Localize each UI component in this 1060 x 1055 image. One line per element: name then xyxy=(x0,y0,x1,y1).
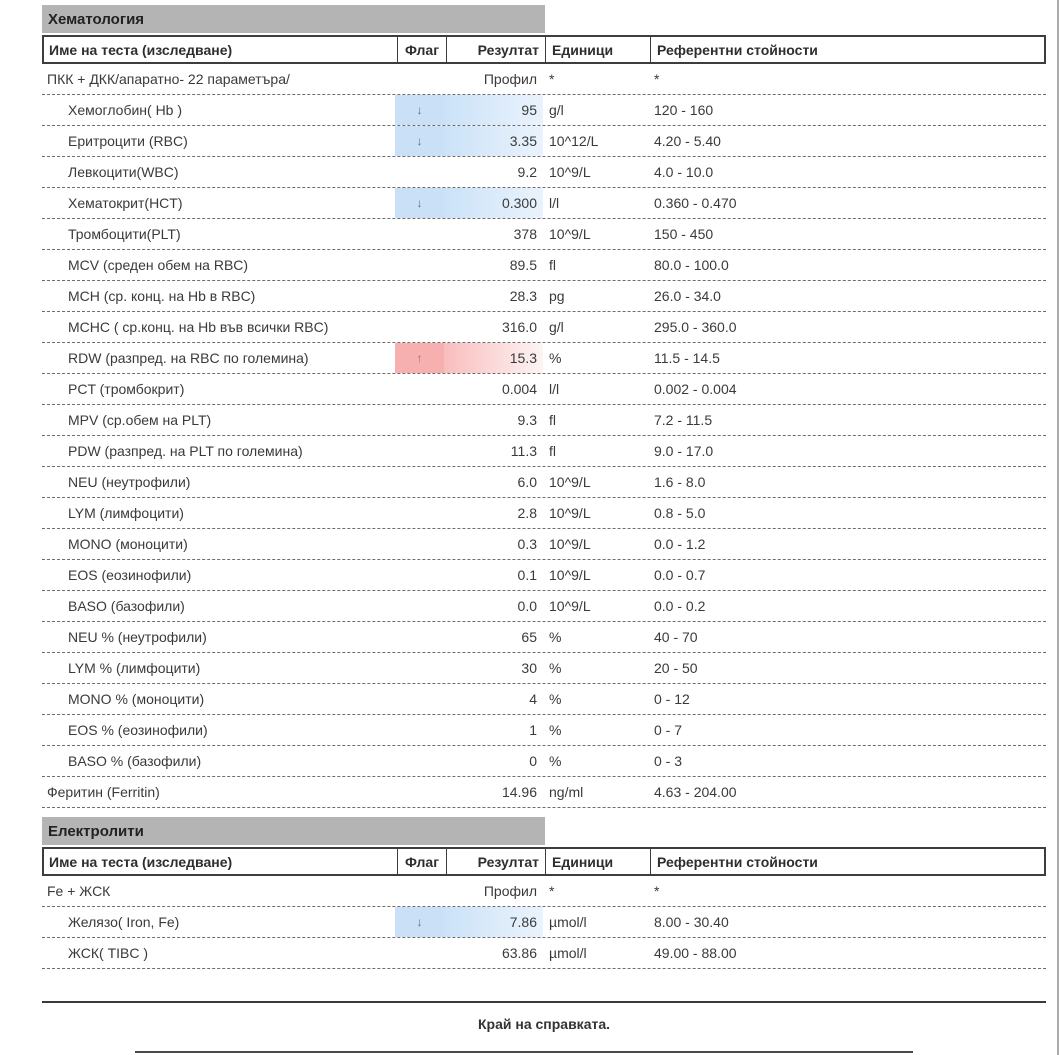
test-name-cell: RDW (разпред. на RBC по големина) xyxy=(68,350,309,366)
column-header-result: Резултат xyxy=(446,37,545,62)
flag-cell xyxy=(395,157,444,187)
report-end-divider xyxy=(42,1001,1046,1003)
units-cell: % xyxy=(549,629,562,645)
flag-cell xyxy=(395,498,444,528)
section-rows xyxy=(42,64,1046,808)
result-cell: 0.300 xyxy=(444,188,543,218)
units-cell: % xyxy=(549,722,562,738)
table-row xyxy=(42,467,1046,498)
arrow-down-icon: ↓ xyxy=(416,103,423,117)
arrow-down-icon: ↓ xyxy=(416,196,423,210)
flag-cell xyxy=(395,684,444,714)
result-cell: 0 xyxy=(529,753,537,769)
result-cell: 65 xyxy=(521,629,537,645)
section-title: Хематология xyxy=(48,10,145,28)
result-cell: 0.1 xyxy=(517,567,537,583)
next-page-edge-line xyxy=(135,1051,913,1053)
table-row xyxy=(42,715,1046,746)
column-header-test-name: Име на теста (изследване) xyxy=(49,853,233,870)
units-cell: 10^9/L xyxy=(549,567,591,583)
test-name-cell: EOS (еозинофили) xyxy=(68,567,192,583)
result-cell: 0.3 xyxy=(517,536,537,552)
reference-cell: 9.0 - 17.0 xyxy=(654,443,714,459)
reference-cell: 150 - 450 xyxy=(654,226,714,242)
units-cell: ng/ml xyxy=(549,784,584,800)
reference-cell: 7.2 - 11.5 xyxy=(654,412,713,428)
table-row xyxy=(42,684,1046,715)
reference-cell: 0.002 - 0.004 xyxy=(654,381,737,397)
flag-cell xyxy=(395,250,444,280)
result-cell: 3.35 xyxy=(444,126,543,156)
report-footer-text: Край на справката. xyxy=(477,1016,611,1032)
arrow-down-icon: ↓ xyxy=(416,134,423,148)
table-row xyxy=(42,436,1046,467)
page-edge-line xyxy=(1057,0,1059,1055)
test-name-cell: Еритроцити (RBC) xyxy=(68,133,188,149)
units-cell: g/l xyxy=(549,102,564,118)
test-name-cell: Fe + ЖСК xyxy=(47,883,111,899)
result-cell: 14.96 xyxy=(501,784,537,800)
report-content xyxy=(42,5,1046,1032)
result-cell: 4 xyxy=(529,691,537,707)
flag-cell xyxy=(395,622,444,652)
test-name-cell: MCHC ( ср.конц. на Hb във всички RBC) xyxy=(68,319,329,335)
result-cell: 316.0 xyxy=(501,319,537,335)
reference-cell: 4.20 - 5.40 xyxy=(654,133,721,149)
flag-cell xyxy=(395,405,444,435)
flag-cell xyxy=(395,126,444,156)
reference-cell: 0.360 - 0.470 xyxy=(654,195,737,211)
column-header-reference: Референтни стойности xyxy=(650,37,1044,62)
result-cell: 2.8 xyxy=(517,505,537,521)
flag-cell xyxy=(395,436,444,466)
units-cell: % xyxy=(549,691,562,707)
units-cell: 10^9/L xyxy=(549,474,591,490)
units-cell: * xyxy=(549,71,555,87)
reference-cell: 11.5 - 14.5 xyxy=(654,350,720,366)
flag-cell xyxy=(395,219,444,249)
table-row xyxy=(42,622,1046,653)
reference-cell: * xyxy=(654,883,660,899)
reference-cell: 1.6 - 8.0 xyxy=(654,474,706,490)
test-name-cell: ПКК + ДКК/апаратно- 22 параметъра/ xyxy=(47,71,290,87)
test-name-cell: LYM (лимфоцити) xyxy=(68,505,184,521)
reference-cell: 20 - 50 xyxy=(654,660,698,676)
units-cell: 10^12/L xyxy=(549,133,599,149)
reference-cell: 0.8 - 5.0 xyxy=(654,505,706,521)
flag-cell xyxy=(395,343,444,373)
flag-cell xyxy=(395,746,444,776)
flag-cell xyxy=(395,188,444,218)
test-name-cell: MCH (ср. конц. на Hb в RBC) xyxy=(68,288,256,304)
flag-cell xyxy=(395,591,444,621)
units-cell: µmol/l xyxy=(549,914,587,930)
result-cell: 30 xyxy=(521,660,537,676)
table-row xyxy=(42,157,1046,188)
arrow-down-icon: ↓ xyxy=(416,915,423,929)
units-cell: % xyxy=(549,350,562,366)
result-cell: 0.004 xyxy=(501,381,537,397)
table-row xyxy=(42,281,1046,312)
reference-cell: * xyxy=(654,71,660,87)
reference-cell: 8.00 - 30.40 xyxy=(654,914,729,930)
result-cell: 378 xyxy=(513,226,537,242)
table-row xyxy=(42,653,1046,684)
result-cell: 9.3 xyxy=(517,412,537,428)
test-name-cell: MCV (среден обем на RBC) xyxy=(68,257,249,273)
test-name-cell: BASO (базофили) xyxy=(68,598,185,614)
test-name-cell: MPV (ср.обем на PLT) xyxy=(68,412,212,428)
table-row xyxy=(42,907,1046,938)
flag-cell xyxy=(395,907,444,937)
reference-cell: 0.0 - 1.2 xyxy=(654,536,706,552)
table-row xyxy=(42,250,1046,281)
table-header-row xyxy=(42,847,1046,876)
column-header-units: Единици xyxy=(545,37,650,62)
column-header-flag: Флаг xyxy=(397,37,446,62)
test-name-cell: EOS % (еозинофили) xyxy=(68,722,208,738)
reference-cell: 40 - 70 xyxy=(654,629,698,645)
reference-cell: 80.0 - 100.0 xyxy=(654,257,729,273)
units-cell: 10^9/L xyxy=(549,598,591,614)
result-cell: 11.3 xyxy=(510,443,537,459)
units-cell: * xyxy=(549,883,555,899)
reference-cell: 295.0 - 360.0 xyxy=(654,319,737,335)
section-rows xyxy=(42,876,1046,969)
result-cell: 15.3 xyxy=(444,343,543,373)
flag-cell xyxy=(395,312,444,342)
result-cell: 63.86 xyxy=(501,945,537,961)
units-cell: g/l xyxy=(549,319,564,335)
lab-section xyxy=(42,817,1046,969)
table-row xyxy=(42,498,1046,529)
flag-cell xyxy=(395,281,444,311)
table-row xyxy=(42,126,1046,157)
table-row xyxy=(42,188,1046,219)
flag-cell xyxy=(395,715,444,745)
result-cell: 7.86 xyxy=(444,907,543,937)
test-name-cell: ЖСК( TIBC ) xyxy=(68,945,149,961)
test-name-cell: MONO (моноцити) xyxy=(68,536,188,552)
units-cell: 10^9/L xyxy=(549,164,591,180)
units-cell: µmol/l xyxy=(549,945,587,961)
flag-cell xyxy=(395,653,444,683)
table-row xyxy=(42,876,1046,907)
table-row xyxy=(42,777,1046,808)
units-cell: l/l xyxy=(549,195,560,211)
table-row xyxy=(42,560,1046,591)
result-cell: Профил xyxy=(483,71,537,87)
units-cell: % xyxy=(549,753,562,769)
reference-cell: 0.0 - 0.7 xyxy=(654,567,706,583)
flag-cell xyxy=(395,95,444,125)
result-cell: 1 xyxy=(529,722,537,738)
table-row xyxy=(42,64,1046,95)
flag-cell xyxy=(395,876,444,906)
table-row xyxy=(42,938,1046,969)
table-row xyxy=(42,95,1046,126)
test-name-cell: LYM % (лимфоцити) xyxy=(68,660,201,676)
reference-cell: 4.0 - 10.0 xyxy=(654,164,714,180)
reference-cell: 120 - 160 xyxy=(654,102,714,118)
units-cell: 10^9/L xyxy=(549,536,591,552)
result-cell: 9.2 xyxy=(517,164,537,180)
table-row xyxy=(42,591,1046,622)
result-cell: 28.3 xyxy=(509,288,537,304)
result-cell: 89.5 xyxy=(509,257,537,273)
reference-cell: 4.63 - 204.00 xyxy=(654,784,737,800)
reference-cell: 0 - 3 xyxy=(654,753,683,769)
test-name-cell: PDW (разпред. на PLT по големина) xyxy=(68,443,303,459)
test-name-cell: NEU (неутрофили) xyxy=(68,474,191,490)
flag-cell xyxy=(395,777,444,807)
table-row xyxy=(42,312,1046,343)
units-cell: 10^9/L xyxy=(549,226,591,242)
section-title: Електролити xyxy=(48,822,144,840)
column-header-flag: Флаг xyxy=(397,849,446,874)
test-name-cell: BASO % (базофили) xyxy=(68,753,202,769)
test-name-cell: Левкоцити(WBC) xyxy=(68,164,179,180)
table-row xyxy=(42,343,1046,374)
section-header-bar xyxy=(42,817,545,845)
column-header-result: Резултат xyxy=(446,849,545,874)
column-header-test-name: Име на теста (изследване) xyxy=(49,41,233,58)
flag-cell xyxy=(395,467,444,497)
result-cell: 0.0 xyxy=(517,598,537,614)
flag-cell xyxy=(395,64,444,94)
result-cell: 95 xyxy=(444,95,543,125)
column-header-units: Единици xyxy=(545,849,650,874)
flag-cell xyxy=(395,374,444,404)
report-sections xyxy=(42,5,1046,969)
result-cell: 6.0 xyxy=(517,474,537,490)
reference-cell: 49.00 - 88.00 xyxy=(654,945,737,961)
units-cell: fl xyxy=(549,412,556,428)
units-cell: fl xyxy=(549,257,556,273)
reference-cell: 0 - 7 xyxy=(654,722,683,738)
column-header-reference: Референтни стойности xyxy=(650,849,1044,874)
units-cell: 10^9/L xyxy=(549,505,591,521)
flag-cell xyxy=(395,529,444,559)
arrow-up-icon: ↑ xyxy=(416,351,423,365)
test-name-cell: Желязо( Iron, Fe) xyxy=(68,914,180,930)
reference-cell: 0.0 - 0.2 xyxy=(654,598,706,614)
table-row xyxy=(42,529,1046,560)
table-row xyxy=(42,746,1046,777)
table-row xyxy=(42,374,1046,405)
table-row xyxy=(42,405,1046,436)
units-cell: % xyxy=(549,660,562,676)
units-cell: pg xyxy=(549,288,565,304)
test-name-cell: Феритин (Ferritin) xyxy=(47,784,160,800)
section-header-bar xyxy=(42,5,545,33)
reference-cell: 26.0 - 34.0 xyxy=(654,288,721,304)
lab-section xyxy=(42,5,1046,808)
test-name-cell: PCT (тромбокрит) xyxy=(68,381,185,397)
table-header-row xyxy=(42,35,1046,64)
test-name-cell: MONO % (моноцити) xyxy=(68,691,205,707)
reference-cell: 0 - 12 xyxy=(654,691,690,707)
flag-cell xyxy=(395,938,444,968)
test-name-cell: Хематокрит(HCT) xyxy=(68,195,183,211)
test-name-cell: Тромбоцити(PLT) xyxy=(68,226,181,242)
table-row xyxy=(42,219,1046,250)
units-cell: fl xyxy=(549,443,556,459)
test-name-cell: NEU % (неутрофили) xyxy=(68,629,207,645)
units-cell: l/l xyxy=(549,381,560,397)
result-cell: Профил xyxy=(483,883,537,899)
test-name-cell: Хемоглобин( Hb ) xyxy=(68,102,183,118)
flag-cell xyxy=(395,560,444,590)
